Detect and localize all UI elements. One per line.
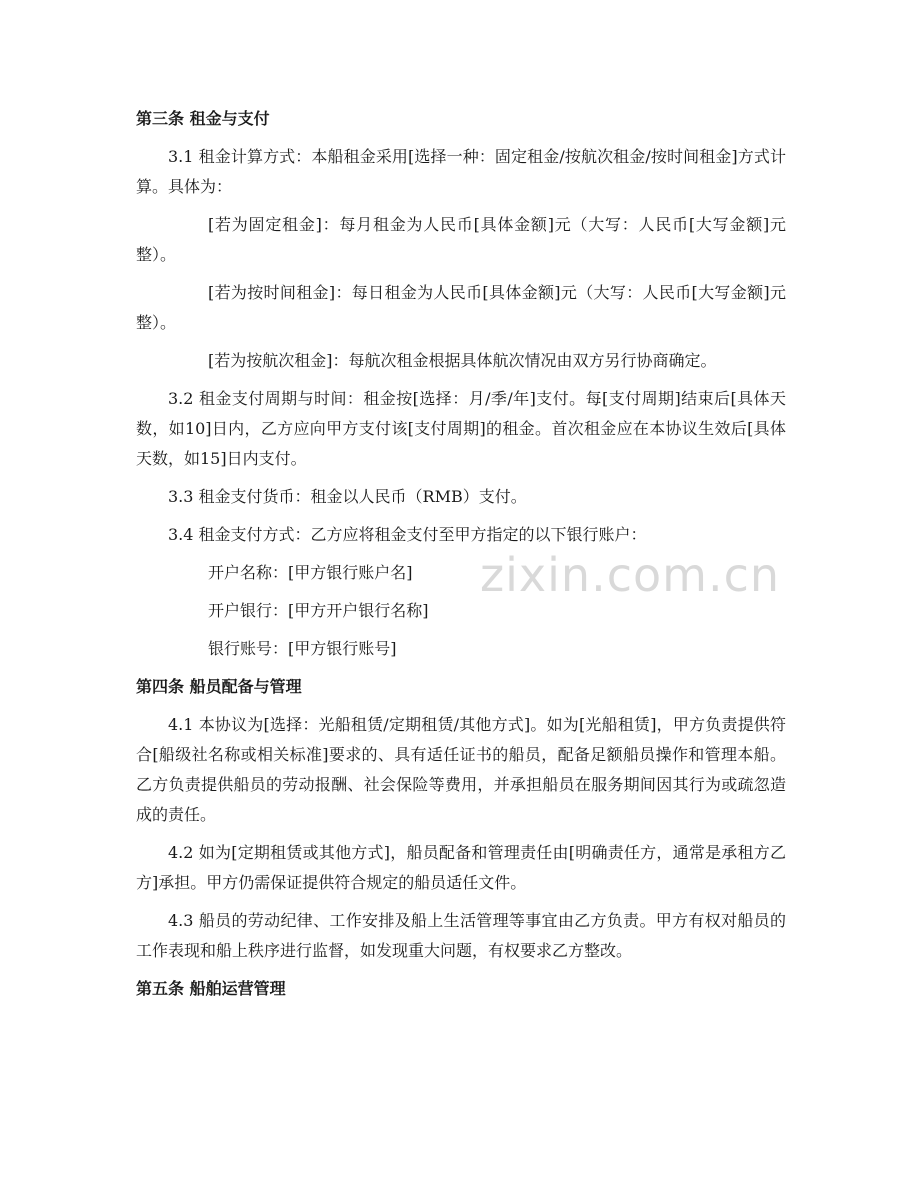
section-4-title: 第四条 船员配备与管理 xyxy=(136,677,302,696)
section-3-title: 第三条 租金与支付 xyxy=(136,109,270,128)
document-body xyxy=(136,104,786,1012)
clause-3-1-fixed-rent: [若为固定租金]：每月租金为人民币[具体金额]元（大写：人民币[大写金额]元整）。 xyxy=(136,215,786,264)
clause-3-2: 3.2 租金支付周期与时间：租金按[选择：月/季/年]支付。每[支付周期]结束后[具体天数，如10]日内，乙方应向甲方支付该[支付周期]的租金。首次租金应在本协议生效后[具体天数，如15]日内支付。 xyxy=(136,389,786,468)
clause-3-1: 3.1 租金计算方式：本船租金采用[选择一种：固定租金/按航次租金/按时间租金]方式计算。具体为： xyxy=(136,147,786,196)
bank-name-line: 开户银行：[甲方开户银行名称] xyxy=(208,601,429,620)
clause-4-1: 4.1 本协议为[选择：光船租赁/定期租赁/其他方式]。如为[光船租赁]，甲方负责提供符合[船级社名称或相关标准]要求的、具有适任证书的船员，配备足额船员操作和管理本船。乙方负责提供船员的劳动报酬、社会保险等费用，并承担船员在服务期间因其行为或疏忽造成的责任。 xyxy=(136,715,786,824)
watermark-text: zixin.com.cn xyxy=(480,548,781,602)
section-5-title: 第五条 船舶运营管理 xyxy=(136,979,286,998)
account-number-line: 银行账号：[甲方银行账号] xyxy=(208,639,397,658)
clause-4-2: 4.2 如为[定期租赁或其他方式]，船员配备和管理责任由[明确责任方，通常是承租方乙方]承担。甲方仍需保证提供符合规定的船员适任文件。 xyxy=(136,843,786,892)
clause-3-1-time-rent: [若为按时间租金]：每日租金为人民币[具体金额]元（大写：人民币[大写金额]元整）。 xyxy=(136,283,786,332)
account-name-line: 开户名称：[甲方银行账户名] xyxy=(208,563,413,582)
clause-4-3: 4.3 船员的劳动纪律、工作安排及船上生活管理等事宜由乙方负责。甲方有权对船员的工作表现和船上秩序进行监督，如发现重大问题，有权要求乙方整改。 xyxy=(136,911,786,960)
clause-3-1-voyage-rent: [若为按航次租金]：每航次租金根据具体航次情况由双方另行协商确定。 xyxy=(208,351,717,370)
clause-3-3: 3.3 租金支付货币：租金以人民币（RMB）支付。 xyxy=(168,487,527,506)
clause-3-4: 3.4 租金支付方式：乙方应将租金支付至甲方指定的以下银行账户： xyxy=(168,525,647,544)
